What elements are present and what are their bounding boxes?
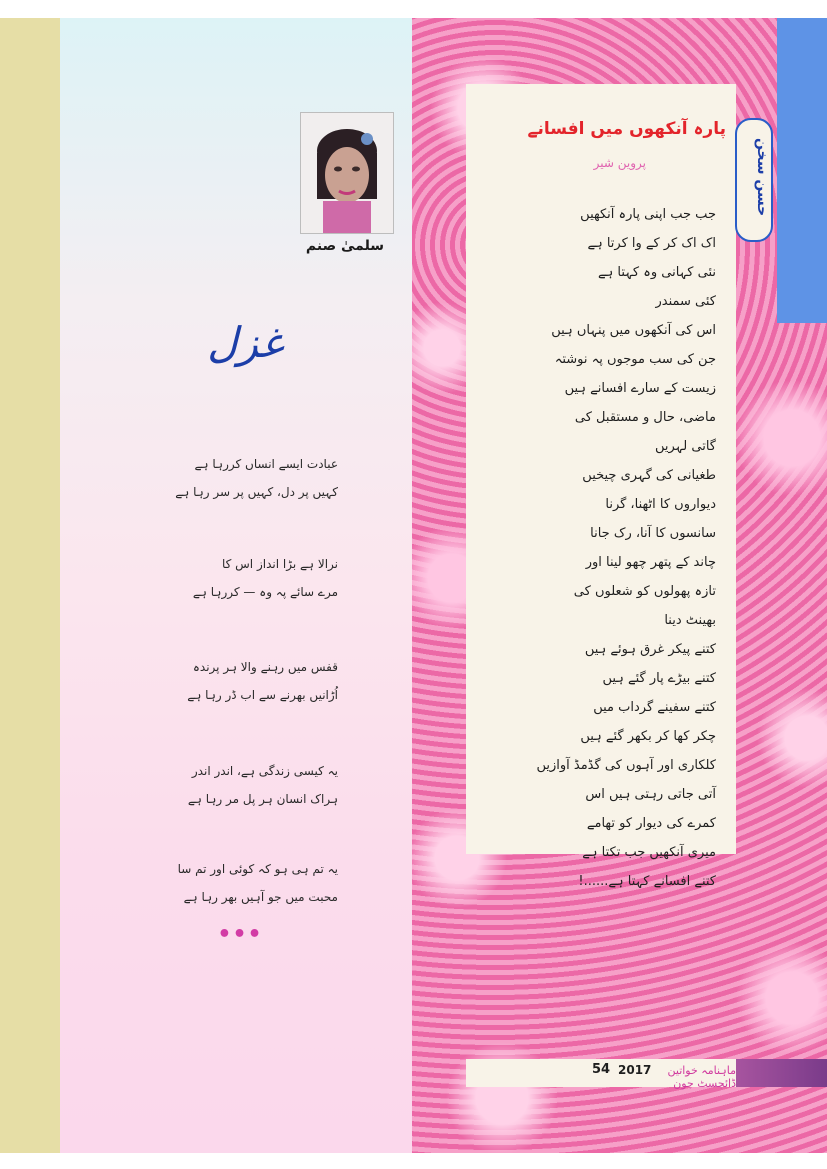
poem-line: اس کی آنکھوں میں پنہاں ہیں [551,323,716,338]
poem-line: زیست کے سارے افسانے ہیں [564,381,716,396]
end-mark: ••• [217,922,263,947]
verse-line: مرے سائے پہ وہ — کررہا ہے [192,585,338,599]
verse-line: محبت میں جو آہیں بھر رہا ہے [183,890,338,904]
poem-line: کلکاری اور آہوں کی گڈمڈ آوازیں [536,758,716,773]
verse-line: نرالا ہے بڑا انداز اس کا [221,557,338,571]
ghazal-title: غزل [207,318,283,367]
poem-line: ماضی، حال و مستقبل کی [574,410,716,425]
poem-line: کتنے افسانے کہتا ہے......! [578,874,716,889]
blue-section-strip [777,18,827,323]
poem-line: نئی کہانی وہ کہتا ہے [598,265,716,280]
footer-accent [736,1059,827,1087]
poem-line: کتنے بیڑے پار گئے ہیں [602,671,716,686]
poem-line: کتنے سفینے گرداب میں [593,700,716,715]
couplet [160,550,338,606]
verse-line: ہراک انسان ہر پل مر رہا ہے [187,792,338,806]
poem-line: جن کی سب موجوں پہ نوشتہ [554,352,716,367]
verse-line: کہیں پر دل، کہیں پر سر رہا ہے [175,485,338,499]
poem-title: پارہ آنکھوں میں افسانے [527,119,726,139]
section-tab-label: حسن سخن [754,138,770,217]
author-photo [300,112,394,234]
poem-author: پروین شیر [593,156,646,170]
poem-line: دیواروں کا اٹھنا، گرنا [605,497,716,512]
poem-line: بھینٹ دینا [664,613,716,628]
poem-line: کمرے کی دیوار کو تھامے [586,816,716,831]
poem-line: تازہ پھولوں کو شعلوں کی [573,584,716,599]
portrait-illustration [301,113,393,233]
couplet [160,855,338,911]
verse-line: یہ کیسی زندگی ہے، اندر اندر [191,764,338,778]
page-number: 54 [592,1062,611,1077]
poem-line: سانسوں کا آنا، رک جانا [590,526,716,541]
poem-line: اک اک کر کے وا کرتا ہے [587,236,716,251]
poem-line: طغیانی کی گہری چیخیں [582,468,716,483]
poem-line: کئی سمندر [655,294,716,309]
verse-line: عبادت ایسے انساں کررہا ہے [194,457,338,471]
poem-line: جب جب اپنی پارہ آنکھیں [580,207,716,222]
issue-year: 2017 [618,1063,652,1077]
poem-line: گاتی لہریں [654,439,716,454]
olive-margin-strip [0,18,60,1153]
poem-line: میری آنکھیں جب تکتا ہے [582,845,716,860]
magazine-name: ماہنامہ خواتین ڈائجسٹ جون [667,1064,736,1090]
poem-line: آتی جاتی رہتی ہیں اس [585,787,716,802]
verse-line: یہ تم ہی ہو کہ کوئی اور تم سا [177,862,338,876]
poem-line: کتنے پیکر غرق ہوئے ہیں [584,642,716,657]
couplet [160,653,338,709]
poem-line: چکر کھا کر بکھر گئے ہیں [580,729,716,744]
couplet [160,450,338,506]
verse-line: اُڑانیں بھرنے سے اب ڈر رہا ہے [187,688,338,702]
verse-line: قفس میں رہنے والا ہر پرندہ [192,660,338,674]
poem-line: چاند کے پتھر چھو لینا اور [585,555,716,570]
couplet [160,757,338,813]
author-name: سلمیٰ صنم [305,238,385,254]
